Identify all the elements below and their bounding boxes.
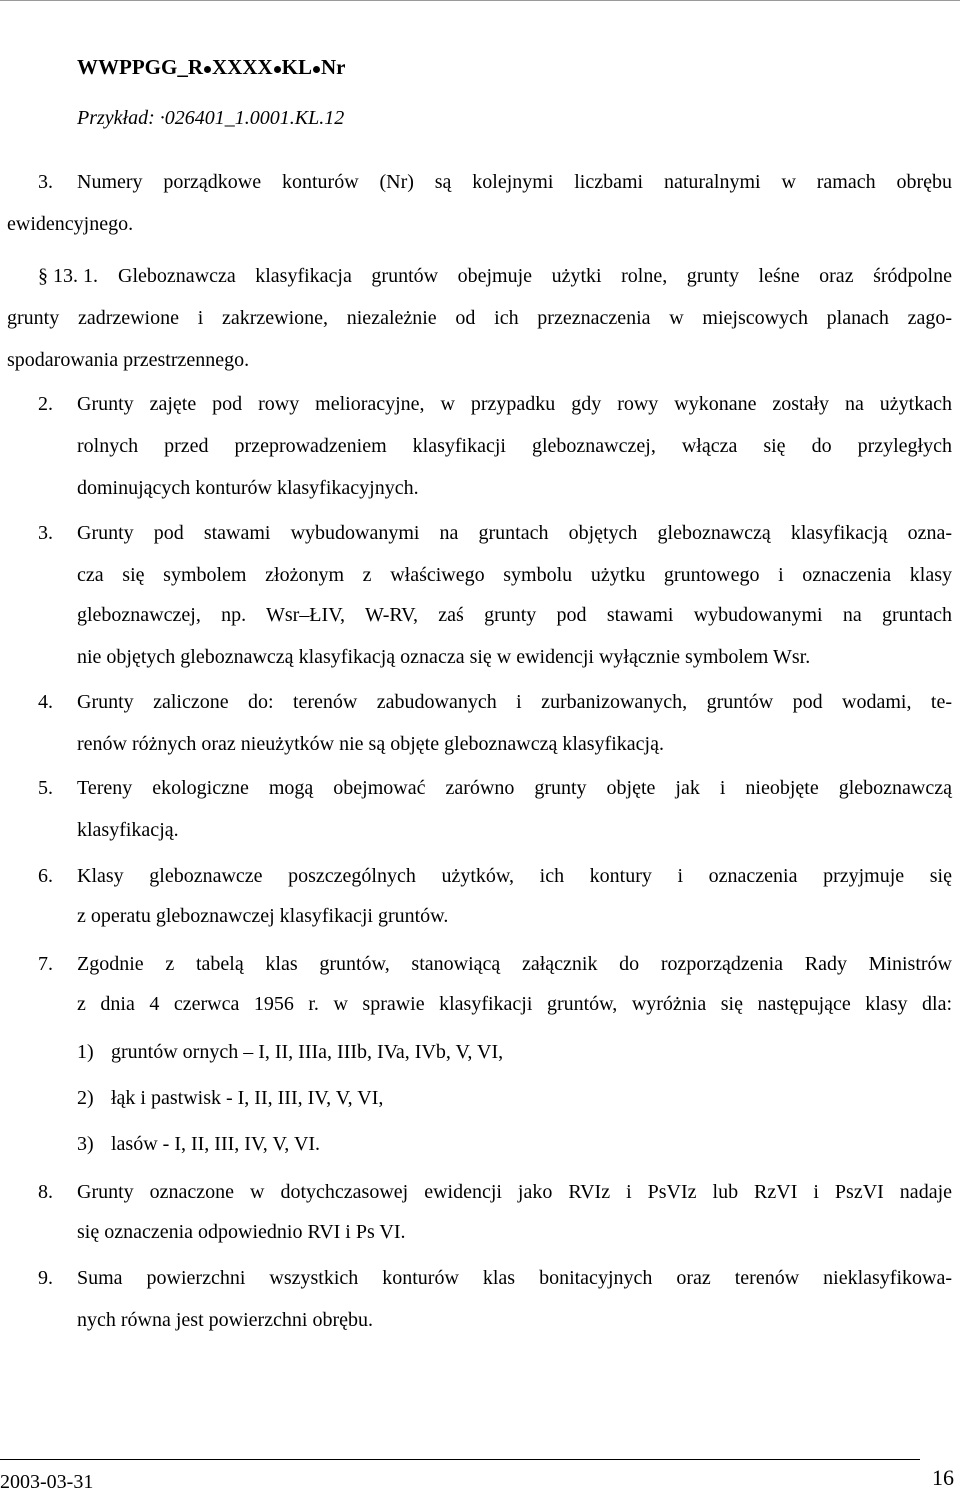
item-line: gleboznawczej, np. Wsr–ŁIV, W-RV, zaś grunty pod stawami wybudowanymi na gruntach bbox=[77, 604, 952, 626]
item-line: Grunty zaliczone do: terenów zabudowanych i zurbanizowanych, gruntów pod wodami, te- bbox=[77, 691, 952, 713]
item-line: Grunty pod stawami wybudowanymi na gruntach objętych gleboznawczą klasyfikacją ozna- bbox=[77, 522, 952, 544]
subitem-number: 2) bbox=[77, 1087, 94, 1109]
item-line: z dnia 4 czerwca 1956 r. w sprawie klasyfikacji gruntów, wyróżnia się następujące klasy dla: bbox=[77, 993, 952, 1015]
item-line: renów różnych oraz nieużytków nie są objęte gleboznawczą klasyfikacją. bbox=[77, 733, 664, 755]
intro-line-2: ewidencyjnego. bbox=[7, 213, 134, 235]
item-line: klasyfikacją. bbox=[77, 819, 179, 841]
item-line: Zgodnie z tabelą klas gruntów, stanowiącą załącznik do rozporządzenia Rady Ministrów bbox=[77, 953, 952, 975]
page-number: 16 bbox=[932, 1465, 954, 1490]
item-number: 7. bbox=[38, 953, 53, 975]
section-line-1: Gleboznawcza klasyfikacja gruntów obejmuje użytki rolne, grunty leśne oraz śródpolne bbox=[118, 265, 952, 287]
subitem-text: łąk i pastwisk - I, II, III, IV, V, VI, bbox=[111, 1087, 384, 1109]
item-number: 9. bbox=[38, 1267, 53, 1289]
code-part-1: WWPPGG_R bbox=[77, 55, 203, 79]
item-number: 5. bbox=[38, 777, 53, 799]
item-line: się oznaczenia odpowiednio RVI i Ps VI. bbox=[77, 1221, 406, 1243]
subitem-number: 1) bbox=[77, 1041, 94, 1063]
item-number: 2. bbox=[38, 393, 53, 415]
intro-line-1: Numery porządkowe konturów (Nr) są kolejnymi liczbami naturalnymi w ramach obrębu bbox=[77, 171, 952, 193]
section-heading: § 13. 1. bbox=[38, 265, 98, 287]
subitem-number: 3) bbox=[77, 1133, 94, 1155]
subitem-text: lasów - I, II, III, IV, V, VI. bbox=[111, 1133, 321, 1155]
item-line: cza się symbolem złożonym z właściwego symbolu użytku gruntowego i oznaczenia klasy bbox=[77, 564, 952, 586]
item-line: dominujących konturów klasyfikacyjnych. bbox=[77, 477, 419, 499]
item-line: z operatu gleboznawczej klasyfikacji gruntów. bbox=[77, 905, 449, 927]
subitem-text: gruntów ornych – I, II, IIIa, IIIb, IVa, IVb, V, VI, bbox=[111, 1041, 504, 1063]
separator-dot-icon bbox=[313, 66, 320, 73]
separator-dot-icon bbox=[274, 66, 281, 73]
item-line: Grunty oznaczone w dotychczasowej ewidencji jako RVIz i PsVIz lub RzVI i PszVI nadaje bbox=[77, 1181, 952, 1203]
item-line: Klasy gleboznawcze poszczególnych użytków, ich kontury i oznaczenia przyjmuje się bbox=[77, 865, 952, 887]
code-part-3: KL bbox=[281, 55, 313, 79]
footer-rule bbox=[0, 1459, 920, 1460]
item-line: Grunty zajęte pod rowy melioracyjne, w przypadku gdy rowy wykonane zostały na użytkach bbox=[77, 393, 952, 415]
item-number: 4. bbox=[38, 691, 53, 713]
top-rule bbox=[0, 0, 960, 1]
code-part-4: Nr bbox=[321, 55, 346, 79]
item-number: 3. bbox=[38, 522, 53, 544]
code-format-title bbox=[77, 55, 346, 79]
item-line: Tereny ekologiczne mogą obejmować zarówno grunty objęte jak i nieobjęte gleboznawczą bbox=[77, 777, 952, 799]
separator-dot-icon bbox=[204, 66, 211, 73]
footer-date: 2003-03-31 bbox=[0, 1471, 94, 1493]
item-number: 6. bbox=[38, 865, 53, 887]
code-part-2: XXXX bbox=[212, 55, 273, 79]
item-number: 8. bbox=[38, 1181, 53, 1203]
item-line: Suma powierzchni wszystkich konturów klas bonitacyjnych oraz terenów nieklasyfikowa- bbox=[77, 1267, 952, 1289]
section-line-2: grunty zadrzewione i zakrzewione, niezależnie od ich przeznaczenia w miejscowych planach zago- bbox=[7, 307, 952, 329]
intro-number: 3. bbox=[38, 171, 53, 193]
code-example: Przykład: ·026401_1.0001.KL.12 bbox=[77, 107, 345, 129]
item-line: nych równa jest powierzchni obrębu. bbox=[77, 1309, 374, 1331]
section-line-3: spodarowania przestrzennego. bbox=[7, 349, 250, 371]
item-line: nie objętych gleboznawczą klasyfikacją oznacza się w ewidencji wyłącznie symbolem Wsr. bbox=[77, 646, 811, 668]
item-line: rolnych przed przeprowadzeniem klasyfikacji gleboznawczej, włącza się do przyległych bbox=[77, 435, 952, 457]
